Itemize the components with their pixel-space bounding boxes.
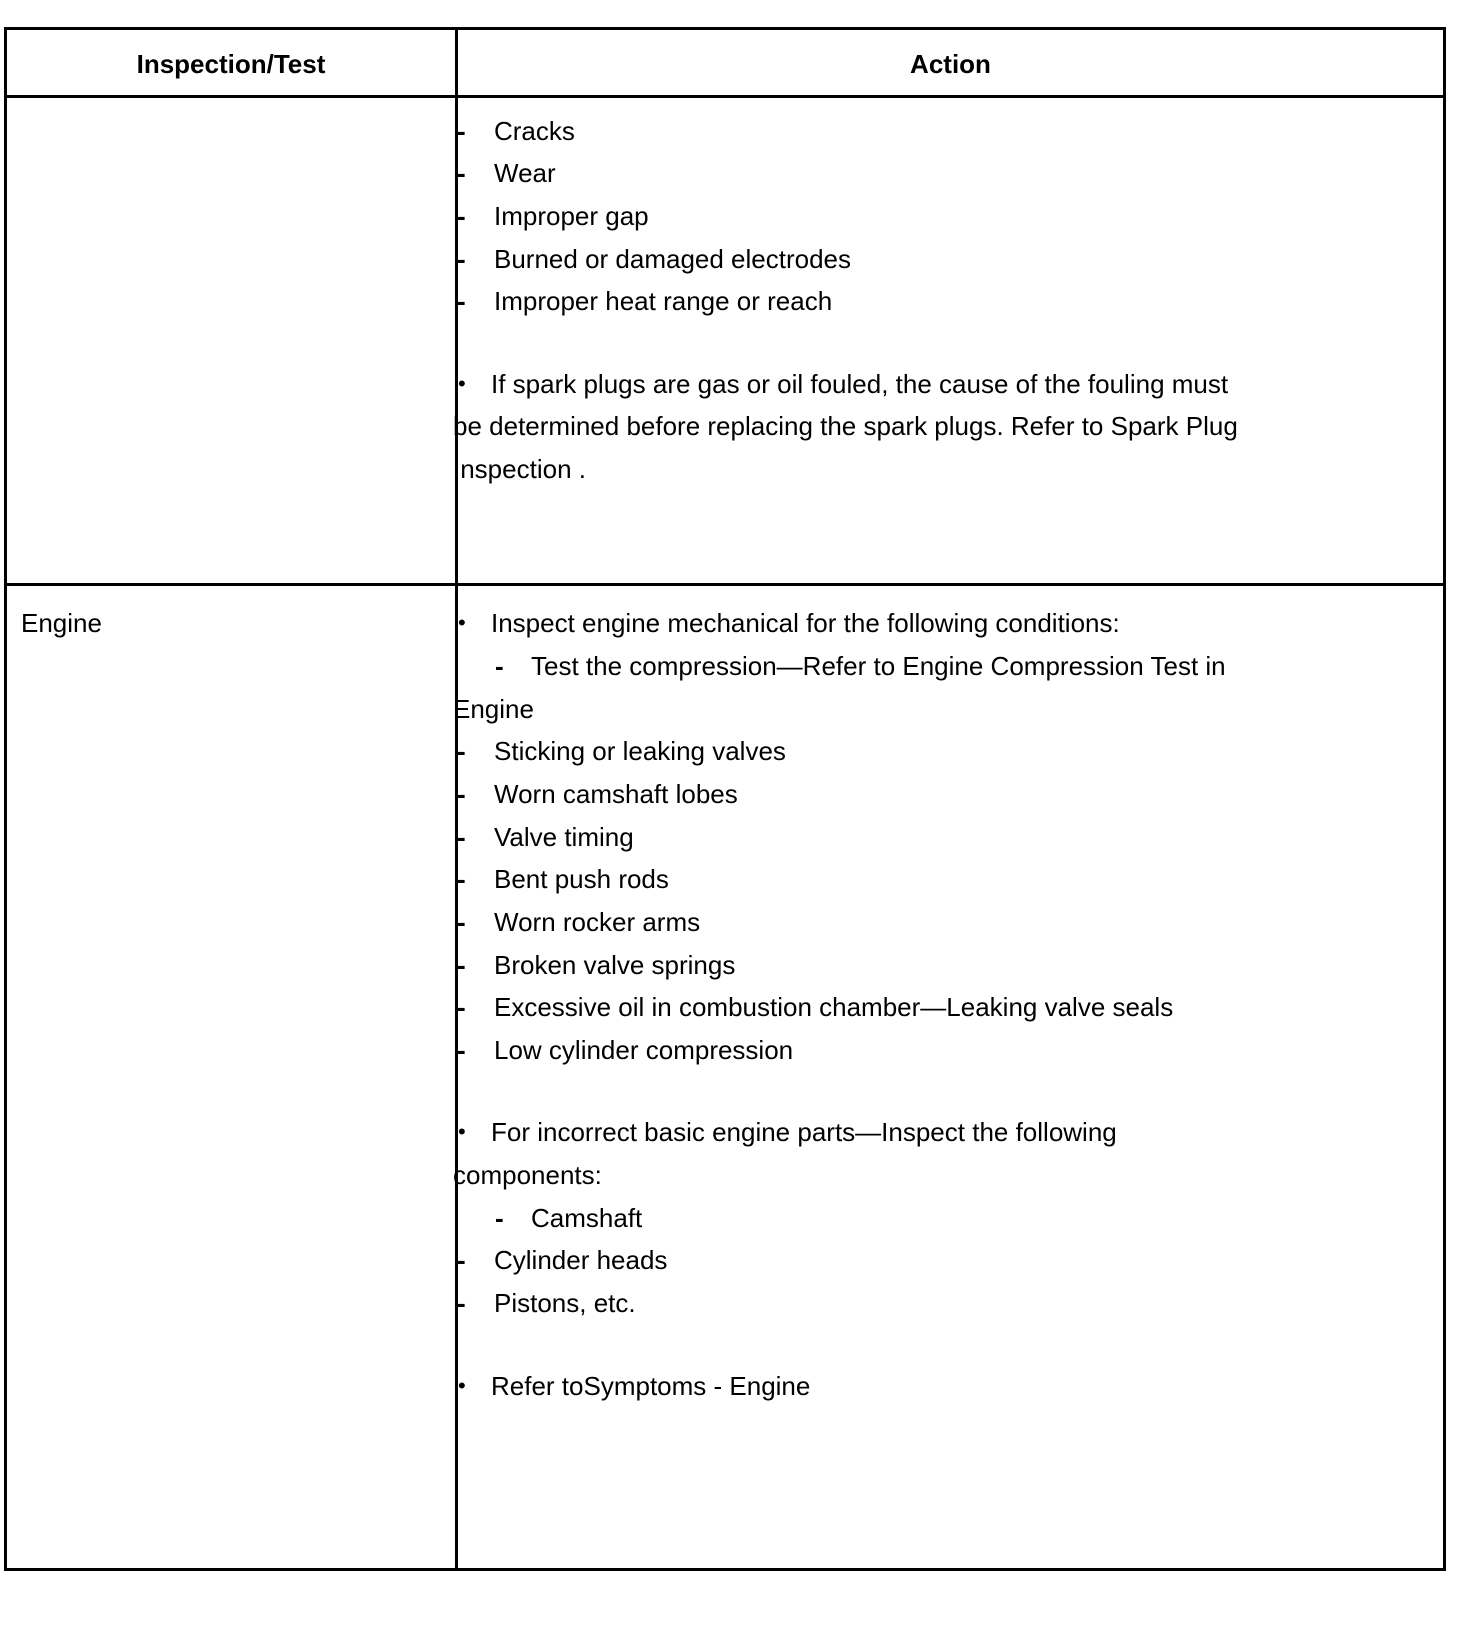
intro-text: Inspect engine mechanical for the following conditions: — [491, 608, 1120, 638]
sub-item-text: Test the compression—Refer to Engine Compression Test in — [531, 651, 1226, 681]
header-action: Action — [910, 48, 991, 79]
note-text-line: Inspection . — [453, 454, 586, 484]
dash-marker: - — [457, 950, 466, 980]
list-item: Burned or damaged electrodes — [494, 244, 852, 274]
list-item: Improper gap — [494, 201, 649, 231]
note-text-line: be determined before replacing the spark plugs. Refer to Spark Plug — [453, 411, 1238, 441]
dash-marker: - — [457, 992, 466, 1022]
dash-marker: - — [495, 1203, 504, 1233]
note-text-line: If spark plugs are gas or oil fouled, the cause of the fouling must — [491, 369, 1229, 399]
dash-marker: - — [457, 822, 466, 852]
dash-marker: - — [457, 116, 466, 146]
refer-text: Refer toSymptoms - Engine — [491, 1371, 811, 1401]
row-divider — [7, 583, 1443, 586]
list-item: Excessive oil in combustion chamber—Leaking valve seals — [494, 992, 1174, 1022]
header-inspection-test: Inspection/Test — [136, 48, 326, 79]
bullet-marker: • — [458, 1373, 466, 1398]
dash-marker: - — [457, 1245, 466, 1275]
list-item: Worn rocker arms — [494, 907, 701, 937]
parts-text-line: For incorrect basic engine parts—Inspect the following — [491, 1117, 1117, 1147]
dash-marker: - — [495, 651, 504, 681]
sub-item-text: Camshaft — [531, 1203, 643, 1233]
dash-marker: - — [457, 864, 466, 894]
dash-marker: - — [457, 286, 466, 316]
diagnostic-table — [4, 27, 1446, 1571]
dash-marker: - — [457, 201, 466, 231]
list-item: Pistons, etc. — [494, 1288, 636, 1318]
dash-marker: - — [457, 779, 466, 809]
list-item: Valve timing — [494, 822, 634, 852]
dash-marker: - — [457, 244, 466, 274]
bullet-marker: • — [458, 610, 466, 635]
parts-text-line: components: — [453, 1160, 602, 1190]
list-item: Cracks — [494, 116, 575, 146]
list-item: Improper heat range or reach — [494, 286, 833, 316]
list-item: Low cylinder compression — [494, 1035, 794, 1065]
list-item: Bent push rods — [494, 864, 669, 894]
bullet-marker: • — [458, 1119, 466, 1144]
list-item: Wear — [494, 158, 556, 188]
row-label-engine: Engine — [21, 608, 102, 638]
dash-marker: - — [457, 158, 466, 188]
list-item: Sticking or leaking valves — [494, 736, 786, 766]
sub-item-text: Engine — [453, 694, 534, 724]
list-item: Cylinder heads — [494, 1245, 668, 1275]
list-item: Broken valve springs — [494, 950, 736, 980]
dash-marker: - — [457, 1035, 466, 1065]
dash-marker: - — [457, 907, 466, 937]
list-item: Worn camshaft lobes — [494, 779, 738, 809]
dash-marker: - — [457, 1288, 466, 1318]
bullet-marker: • — [458, 371, 466, 396]
dash-marker: - — [457, 736, 466, 766]
